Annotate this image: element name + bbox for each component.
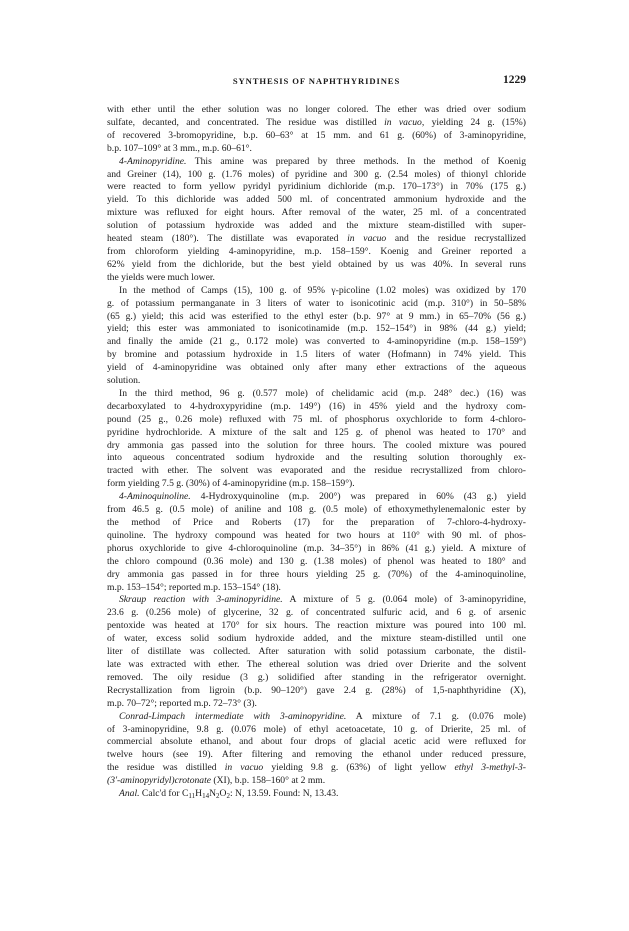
text-line: of recovered 3-bromopyridine, b.p. 60–63° at 15 mm. and 61 g. (60%) of 3-aminopyridine, (107, 129, 526, 141)
text-line: pound (25 g., 0.26 mole) refluxed with 75 ml. of phosphorus oxychloride to form 4-chloro- (107, 413, 526, 425)
text-line: dry ammonia gas passed in for three hours yielding 25 g. (70%) of the 4-aminoquinoline, (107, 568, 526, 580)
text-line: tracted with ether. The solvent was evaporated and the residue recrystallized from chloro- (107, 465, 526, 477)
text-line: Conrad-Limpach intermediate with 3-aminopyridine. A mixture of 7.1 g. (0.076 mole) (119, 710, 526, 722)
experimental-text (107, 104, 526, 803)
text-line: solution. (107, 375, 141, 387)
text-line: In the third method, 96 g. (0.577 mole) of chelidamic acid (m.p. 248° dec.) (16) was (119, 387, 526, 399)
text-line: liter of distillate was collected. After saturation with solid potassium carbonate, the distil- (107, 646, 526, 658)
text-line: yield; this ester was ammoniated to isonicotinamide (m.p. 152–154°) in 98% (44 g.) yield; (107, 323, 526, 335)
text-line: b.p. 107–109° at 3 mm., m.p. 60–61°. (107, 142, 252, 154)
text-line: solution of potassium hydroxide was added and the mixture steam-distilled with super- (107, 220, 526, 232)
text-line: Skraup reaction with 3-aminopyridine. A mixture of 5 g. (0.064 mole) of 3-aminopyridine, (119, 594, 526, 606)
text-line: pentoxide was heated at 170° for six hours. The reaction mixture was poured into 100 ml. (107, 620, 526, 632)
text-line: sulfate, decanted, and concentrated. The residue was distilled in vacuo, yielding 24 g. (15%) (107, 116, 526, 128)
text-line: into aqueous concentrated sodium hydroxide and the resulting solution thoroughly ex- (107, 452, 526, 464)
text-line: of 3-aminopyridine, 9.8 g. (0.076 mole) of ethyl acetoacetate, 10 g. of Drierite, 25 ml. of (107, 723, 526, 735)
text-line: the method of Price and Roberts (17) for the preparation of 7-chloro-4-hydroxy- (107, 517, 526, 528)
page-header (107, 74, 526, 90)
text-line: m.p. 70–72°; reported m.p. 72–73° (3). (107, 697, 257, 709)
text-line: of water, excess solid sodium hydroxide added, and the mixture steam-distilled until one (107, 633, 526, 645)
text-line: from 46.5 g. (0.5 mole) of aniline and 108 g. (0.5 mole) of ethoxymethylenemalonic ester by (107, 504, 526, 516)
text-line: late was extracted with ether. The ethereal solution was dried over Drierite and the solvent (107, 658, 526, 670)
text-line: yield. To this dichloride was added 500 ml. of concentrated ammonium hydroxide and the (107, 194, 526, 206)
text-line: with ether until the ether solution was no longer colored. The ether was dried over sodium (107, 104, 526, 115)
text-line: phorus oxychloride to give 4-chloroquinoline (m.p. 34–35°) in 86% (41 g.) yield. A mixture of (107, 542, 526, 554)
text-line: 4-Aminopyridine. This amine was prepared by three methods. In the method of Koenig (119, 155, 526, 167)
text-line: In the method of Camps (15), 100 g. of 95% γ-picoline (1.02 moles) was oxidized by 170 (119, 284, 526, 296)
text-line: pyridine hydrochloride. A mixture of the salt and 125 g. of phenol was heated to 170° and (107, 426, 526, 438)
text-line: m.p. 153–154°; reported m.p. 153–154° (18). (107, 581, 281, 593)
text-line: (65 g.) yield; this acid was esterified to the ethyl ester (b.p. 97° at 9 mm.) in 65–70% (56 g.) (107, 310, 526, 322)
text-line: Anal. Calc'd for $C_{11}H_{14}N_2O_2$: N, 13.59. Found: N, 13.43. (119, 788, 339, 801)
text-line: heated steam (180°). The distillate was evaporated in vacuo and the residue recrystallized (107, 233, 526, 245)
text-line: 62% yield from the dichloride, but the best yield obtained by us was 40%. In several runs (107, 258, 526, 270)
text-line: the yields were much lower. (107, 271, 215, 283)
text-line: g. of potassium permanganate in 3 liters of water to isonicotinic acid (m.p. 310°) in 50–58% (107, 297, 526, 309)
text-line: twelve hours (see 19). After filtering and removing the ethanol under reduced pressure, (107, 749, 526, 761)
text-line: the residue was distilled in vacuo yielding 9.8 g. (63%) of light yellow ethyl 3-methyl-3- (107, 762, 526, 774)
text-line: removed. The oily residue (3 g.) solidified after standing in the refrigerator overnight. (107, 671, 526, 683)
running-head: SYNTHESIS OF NAPHTHYRIDINES (232, 76, 401, 86)
text-line: quinoline. The hydroxy compound was heated for two hours at 110° with 90 ml. of phos- (107, 529, 526, 541)
text-line: commercial absolute ethanol, and about four drops of glacial acetic acid were refluxed for (107, 736, 526, 748)
text-line: Recrystallization from ligroin (b.p. 90–120°) gave 2.4 g. (28%) of 1,5-naphthyridine (X), (107, 684, 526, 696)
text-line: from chloroform yielding 4-aminopyridine, m.p. 158–159°. Koenig and Greiner reported a (107, 245, 526, 257)
page-number: 1229 (503, 74, 526, 86)
text-line: and Greiner (14), 100 g. (1.76 moles) of pyridine and 300 g. (2.54 moles) of thionyl chloride (107, 168, 526, 180)
text-line: dry ammonia gas passed into the solution for three hours. The cooled mixture was poured (107, 439, 526, 451)
text-line: and finally the amide (21 g., 0.172 mole) was converted to 4-aminopyridine (m.p. 158–159°) (107, 336, 526, 348)
text-line: were reacted to form yellow pyridyl pyridinium dichloride (m.p. 170–173°) in 70% (175 g.) (107, 181, 526, 193)
text-line: yield of 4-aminopyridine was obtained only after many ether extractions of the aqueous (107, 362, 526, 374)
text-line: mixture was refluxed for eight hours. After removal of the water, 25 ml. of a concentrated (107, 207, 526, 219)
text-line: decarboxylated to 4-hydroxypyridine (m.p. 149°) (16) in 45% yield and the hydroxy com- (107, 400, 526, 412)
text-line: form yielding 7.5 g. (30%) of 4-aminopyridine (m.p. 158–159°). (107, 478, 355, 490)
text-line: the chloro compound (0.36 mole) and 130 g. (1.38 moles) of phenol was heated to 180° and (107, 555, 526, 567)
text-line: 23.6 g. (0.256 mole) of glycerine, 32 g. of concentrated sulfuric acid, and 6 g. of arsenic (107, 607, 526, 619)
text-line: (3'-aminopyridyl)crotonate (XI), b.p. 158–160° at 2 mm. (107, 775, 326, 787)
text-line: 4-Aminoquinoline. 4-Hydroxyquinoline (m.p. 200°) was prepared in 60% (43 g.) yield (119, 491, 526, 503)
text-line: by bromine and potassium hydroxide in 1.5 liters of water (Hofmann) in 74% yield. This (107, 349, 526, 361)
